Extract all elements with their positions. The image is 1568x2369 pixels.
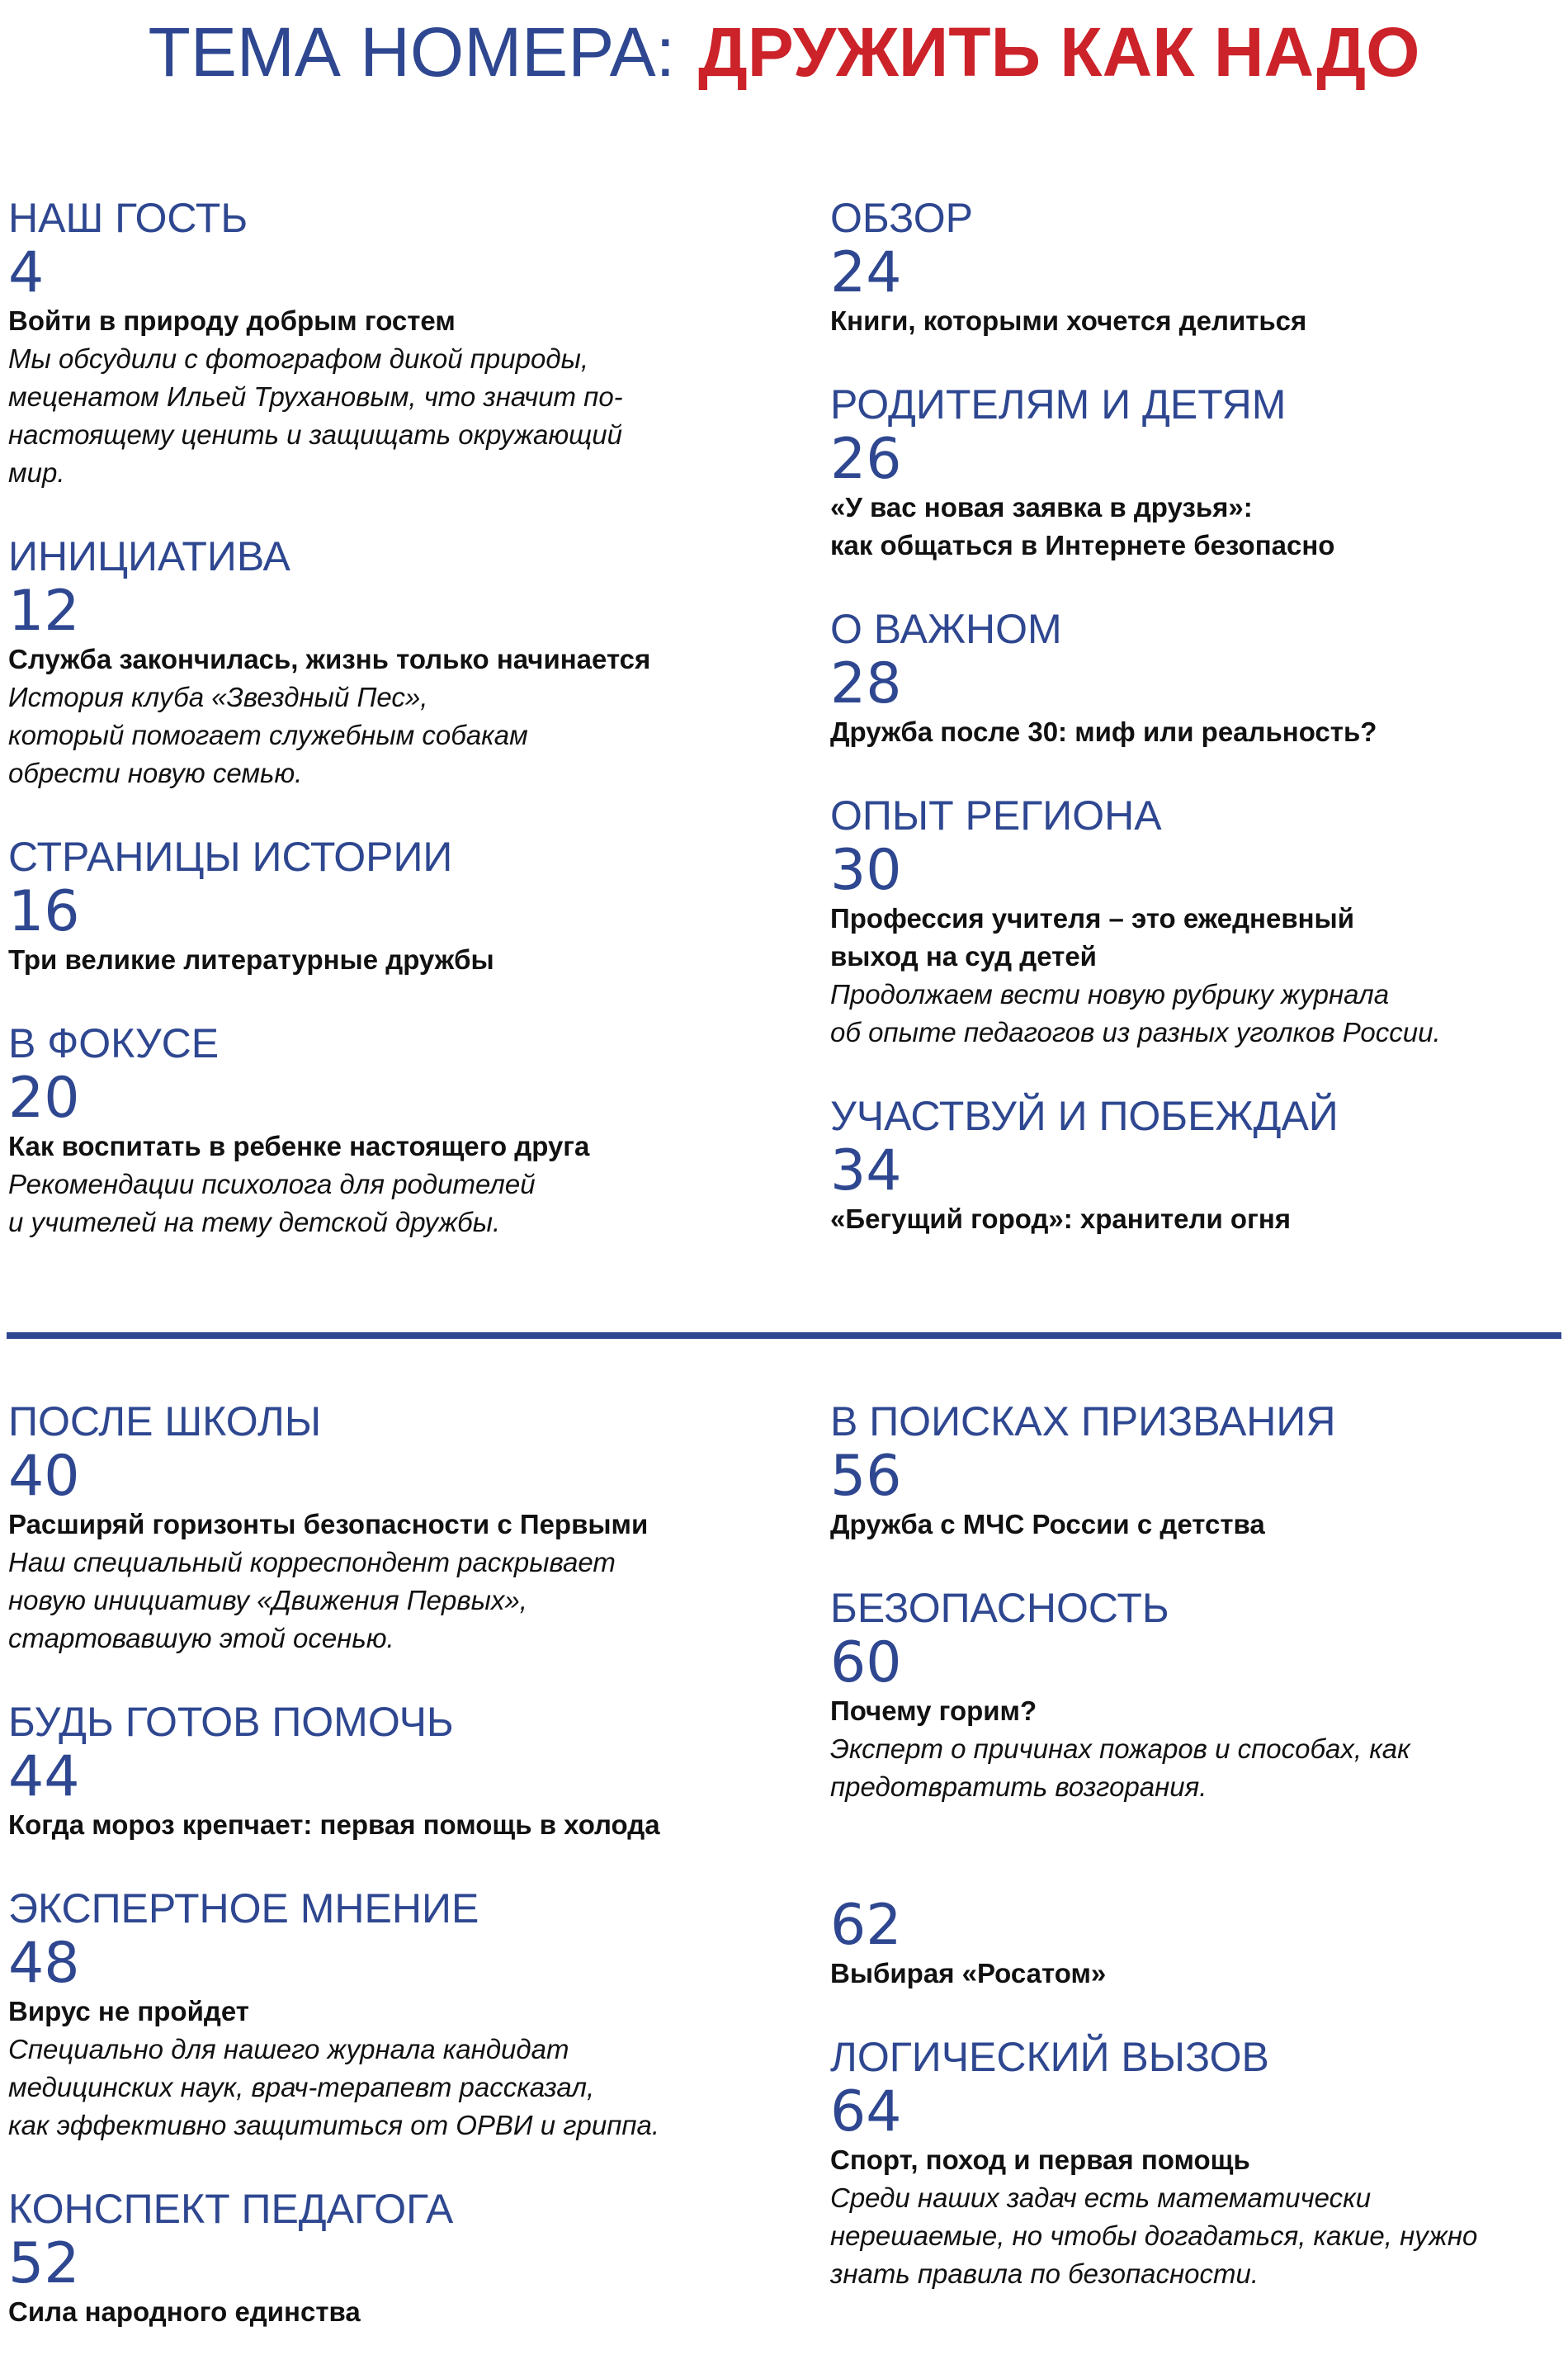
article-description: знать правила по безопасности. (830, 2258, 1259, 2289)
article-headline: Дружба после 30: миф или реальность? (830, 716, 1377, 747)
article-headline: Когда мороз крепчает: первая помощь в холода (8, 1809, 660, 1840)
article-description: настоящему ценить и защищать окружающий (8, 419, 622, 450)
article-description: Эксперт о причинах пожаров и способах, как (830, 1733, 1410, 1764)
rubric-title: НАШ ГОСТЬ (8, 195, 248, 241)
page-number: 48 (8, 1931, 80, 1996)
rubric-title: В ПОИСКАХ ПРИЗВАНИЯ (830, 1398, 1336, 1445)
toc-top-left-column (8, 192, 751, 1279)
toc-entry[interactable] (830, 192, 1568, 340)
toc-bottom-right-column (830, 1395, 1568, 2331)
rubric-title (830, 1844, 1568, 1897)
rubric-title: ИНИЦИАТИВА (8, 533, 290, 579)
article-headline: Сила народного единства (8, 2296, 361, 2327)
rubric-title: ПОСЛЕ ШКОЛЫ (8, 1398, 322, 1445)
page-number: 28 (830, 651, 902, 716)
article-description: медицинских наук, врач-терапевт рассказал, (8, 2072, 595, 2102)
toc-entry[interactable] (8, 1882, 751, 2144)
article-description: стартовавшую этой осенью. (8, 1623, 394, 1653)
rubric-title: ОПЫТ РЕГИОНА (830, 792, 1162, 839)
toc-bottom-left-column (8, 1395, 751, 2369)
article-description: нерешаемые, но чтобы догадаться, какие, нужно (830, 2220, 1478, 2251)
toc-entry[interactable] (8, 192, 751, 492)
article-description: предотвратить возгорания. (830, 1771, 1207, 1802)
article-headline: Войти в природу добрым гостем (8, 305, 456, 336)
page-number: 4 (8, 240, 45, 305)
page-number: 26 (830, 427, 902, 492)
toc-entry[interactable] (830, 1395, 1568, 1544)
rubric-title: КОНСПЕКТ ПЕДАГОГА (8, 2186, 454, 2232)
article-headline: Почему горим? (830, 1695, 1037, 1726)
rubric-title: ЛОГИЧЕСКИЙ ВЫЗОВ (830, 2034, 1269, 2080)
article-description: мир. (8, 457, 65, 488)
rubric-title: РОДИТЕЛЯМ И ДЕТЯМ (830, 381, 1287, 428)
article-headline: как общаться в Интернете безопасно (830, 530, 1335, 560)
issue-theme-label: ТЕМА НОМЕРА: (148, 13, 675, 91)
toc-top-right-column (830, 192, 1568, 1276)
article-headline: Выбирая «Росатом» (830, 1958, 1107, 1988)
article-description: Наш специальный корреспондент раскрывает (8, 1547, 616, 1577)
page-number: 16 (8, 879, 80, 944)
article-description: и учителей на тему детской дружбы. (8, 1207, 501, 1237)
toc-entry[interactable] (8, 1395, 751, 1657)
article-description: обрести новую семью. (8, 758, 303, 788)
page-number: 60 (830, 1630, 902, 1695)
article-headline: Профессия учителя – это ежедневный (830, 903, 1355, 934)
article-headline: «У вас новая заявка в друзья»: (830, 492, 1253, 523)
article-description: как эффективно защититься от ОРВИ и гриппа. (8, 2110, 660, 2140)
article-headline: Как воспитать в ребенке настоящего друга (8, 1131, 590, 1161)
rubric-title: УЧАСТВУЙ И ПОБЕЖДАЙ (830, 1093, 1339, 1139)
section-divider (7, 1332, 1561, 1339)
page-title (0, 7, 1568, 97)
toc-entry[interactable] (8, 1695, 751, 1844)
toc-entry[interactable] (830, 1844, 1568, 1993)
rubric-title: ЭКСПЕРТНОЕ МНЕНИЕ (8, 1885, 479, 1932)
toc-entry[interactable] (830, 1090, 1568, 1238)
rubric-title: БЕЗОПАСНОСТЬ (830, 1585, 1169, 1631)
page-number: 44 (8, 1744, 80, 1809)
issue-theme-title: ДРУЖИТЬ КАК НАДО (697, 13, 1420, 91)
article-description: Среди наших задач есть математически (830, 2182, 1372, 2213)
article-headline: Спорт, поход и первая помощь (830, 2144, 1250, 2175)
article-description: Специально для нашего журнала кандидат (8, 2034, 569, 2064)
page-number: 64 (830, 2079, 902, 2144)
article-description: Мы обсудили с фотографом дикой природы, (8, 343, 589, 374)
page-number: 34 (830, 1138, 902, 1203)
page-number: 12 (8, 579, 80, 644)
rubric-title: БУДЬ ГОТОВ ПОМОЧЬ (8, 1699, 454, 1745)
article-description: меценатом Ильей Трухановым, что значит по- (8, 381, 623, 412)
toc-entry[interactable] (830, 1582, 1568, 1806)
article-headline: Служба закончилась, жизнь только начинается (8, 644, 651, 674)
article-description: Рекомендации психолога для родителей (8, 1169, 536, 1199)
page-number: 62 (830, 1893, 902, 1958)
toc-entry[interactable] (8, 2182, 751, 2331)
page-number: 24 (830, 240, 902, 305)
toc-entry[interactable] (8, 1017, 751, 1241)
article-headline: «Бегущий город»: хранители огня (830, 1203, 1292, 1234)
toc-entry[interactable] (830, 2031, 1568, 2293)
rubric-title: ОБЗОР (830, 195, 974, 241)
page-number: 30 (830, 838, 902, 903)
page-number: 56 (830, 1444, 902, 1509)
article-headline: Три великие литературные дружбы (8, 944, 494, 975)
article-description: который помогает служебным собакам (8, 720, 528, 750)
toc-entry[interactable] (830, 378, 1568, 565)
toc-entry[interactable] (8, 530, 751, 792)
rubric-title: О ВАЖНОМ (830, 606, 1062, 652)
article-description: История клуба «Звездный Пес», (8, 682, 428, 712)
page-number: 52 (8, 2231, 80, 2296)
toc-entry[interactable] (830, 603, 1568, 751)
article-headline: выход на суд детей (830, 941, 1097, 972)
article-headline: Расширяй горизонты безопасности с Первыми (8, 1509, 649, 1539)
article-description: об опыте педагогов из разных уголков России. (830, 1017, 1441, 1047)
toc-entry[interactable] (830, 789, 1568, 1052)
rubric-title: СТРАНИЦЫ ИСТОРИИ (8, 834, 453, 880)
article-headline: Вирус не пройдет (8, 1996, 249, 2026)
page-number: 40 (8, 1444, 80, 1509)
article-headline: Книги, которыми хочется делиться (830, 305, 1307, 336)
rubric-title: В ФОКУСЕ (8, 1020, 220, 1066)
page-number: 20 (8, 1066, 80, 1131)
toc-entry[interactable] (8, 830, 751, 979)
article-headline: Дружба с МЧС России с детства (830, 1509, 1265, 1539)
article-description: Продолжаем вести новую рубрику журнала (830, 979, 1390, 1010)
article-description: новую инициативу «Движения Первых», (8, 1585, 527, 1615)
